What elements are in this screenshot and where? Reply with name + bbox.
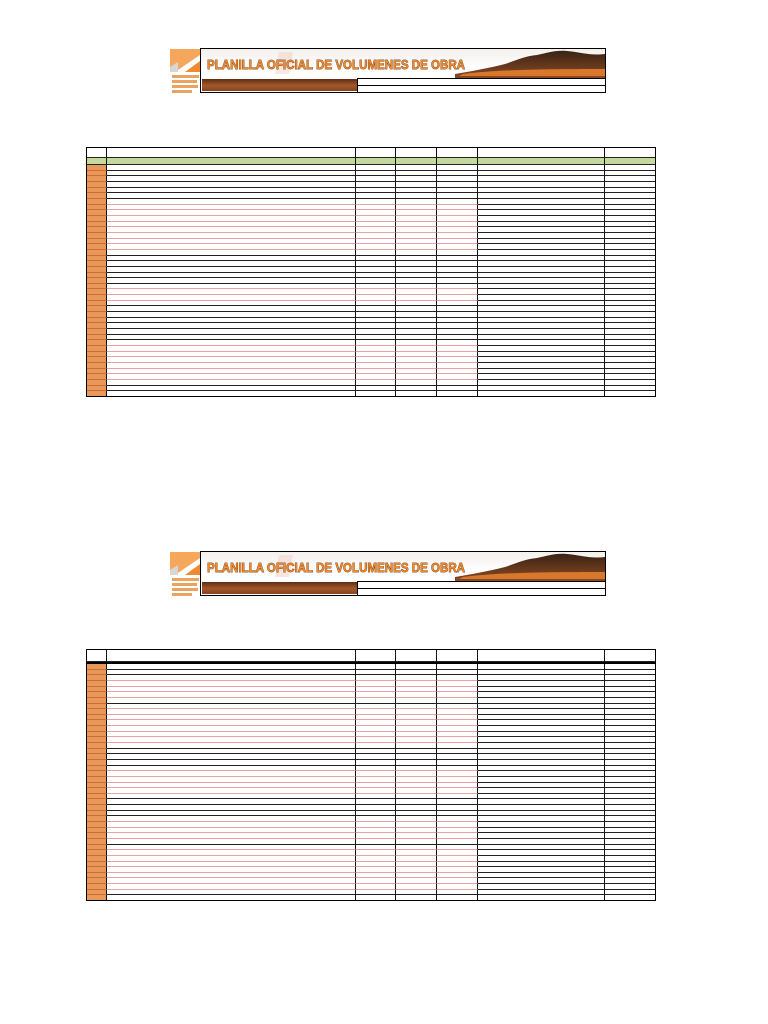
table-cell	[437, 895, 478, 901]
table-cell	[86, 147, 107, 158]
table-row	[86, 391, 656, 397]
mountain-graphic	[455, 552, 605, 581]
table-cell	[107, 895, 356, 901]
mountain-graphic	[455, 49, 605, 78]
table-cell	[437, 147, 478, 158]
table-cell	[478, 158, 605, 165]
table-cell	[356, 895, 396, 901]
table-cell	[605, 158, 656, 165]
logo-emblem	[170, 49, 200, 72]
info-box	[357, 78, 605, 92]
logo-icon	[168, 551, 202, 598]
table-cell	[396, 895, 437, 901]
institution-logo	[168, 551, 202, 598]
table-cell	[478, 649, 605, 662]
table-cell	[396, 158, 437, 165]
table-cell	[356, 391, 396, 397]
table-cell	[356, 147, 396, 158]
form-title: PLANILLA OFICIAL DE VOLUMENES DE OBRA	[207, 57, 466, 72]
table-cell	[86, 649, 107, 662]
quantities-table	[86, 147, 656, 397]
table-cell	[107, 391, 356, 397]
header-banner	[200, 48, 606, 93]
table-cell	[478, 147, 605, 158]
info-divider	[358, 85, 605, 86]
table-cell	[605, 649, 656, 662]
title-graphic	[206, 55, 468, 73]
table-cell	[437, 649, 478, 662]
label-bar	[202, 79, 357, 91]
info-box	[357, 581, 605, 595]
table-cell	[478, 391, 605, 397]
table-cell	[86, 158, 107, 165]
table-cell	[605, 147, 656, 158]
info-divider	[358, 588, 605, 589]
table-cell	[396, 147, 437, 158]
quantities-table	[86, 649, 656, 901]
row-marker-cell	[86, 391, 107, 397]
label-bar	[202, 582, 357, 594]
table-header-row	[86, 147, 656, 158]
table-cell	[356, 158, 396, 165]
header-banner	[200, 551, 606, 596]
logo-wordmark	[172, 75, 199, 93]
logo-icon	[168, 48, 202, 95]
table-row	[86, 895, 656, 901]
table-cell	[437, 158, 478, 165]
row-marker-cell	[86, 895, 107, 901]
table-band-row	[86, 158, 656, 165]
table-cell	[107, 158, 356, 165]
table-cell	[356, 649, 396, 662]
table-cell	[107, 147, 356, 158]
form-page-2	[0, 503, 768, 1006]
table-header-row	[86, 649, 656, 662]
logo-emblem	[170, 552, 200, 575]
table-cell	[605, 391, 656, 397]
table-cell	[396, 649, 437, 662]
table-cell	[396, 391, 437, 397]
title-area	[201, 552, 605, 581]
table-cell	[437, 391, 478, 397]
logo-wordmark	[172, 578, 199, 596]
title-area	[201, 49, 605, 78]
institution-logo	[168, 48, 202, 95]
table-cell	[107, 649, 356, 662]
table-cell	[478, 895, 605, 901]
title-graphic	[206, 558, 468, 576]
table-cell	[605, 895, 656, 901]
form-page-1	[0, 0, 768, 503]
form-title: PLANILLA OFICIAL DE VOLUMENES DE OBRA	[207, 560, 466, 575]
